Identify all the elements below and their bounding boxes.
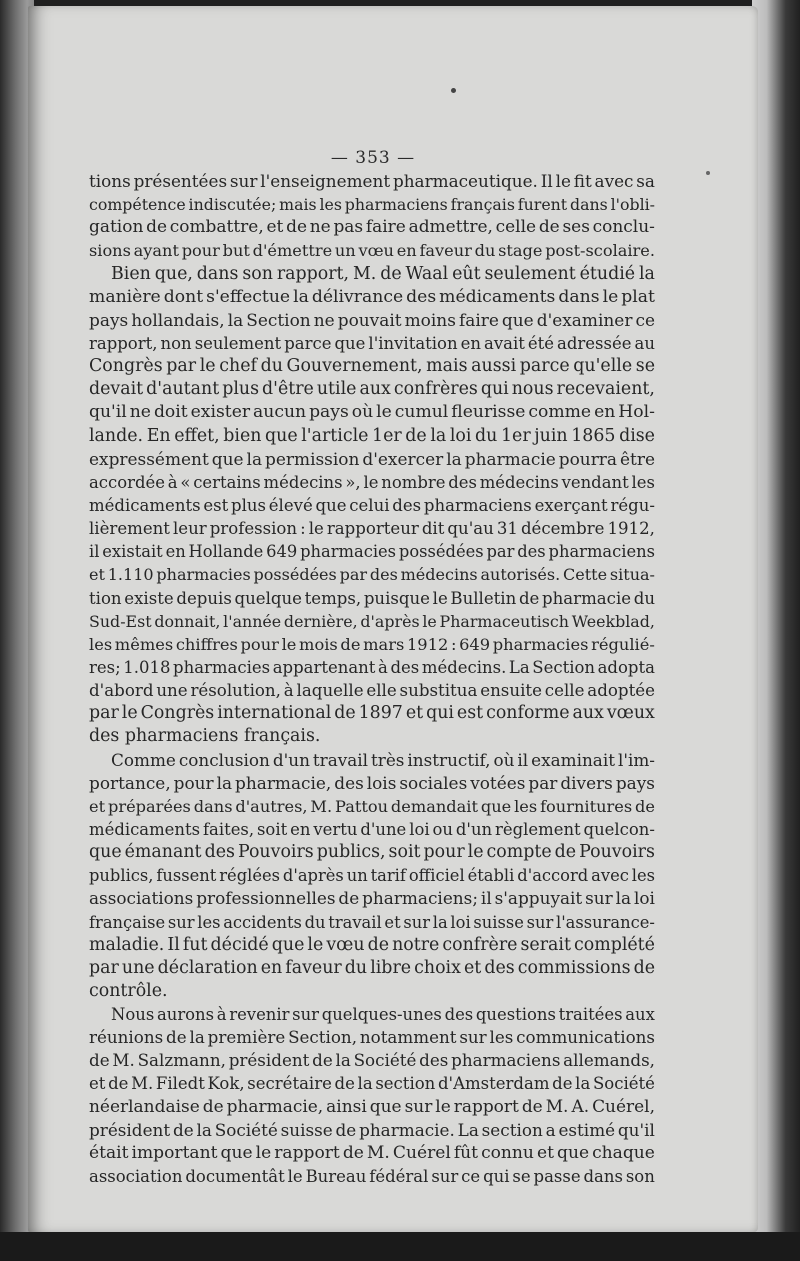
text-line: réunions de la première Section, notamment sur les communications (89, 1027, 655, 1048)
scan-right-edge (752, 0, 800, 1261)
text-line: lièrement leur profession : le rapporteur dit qu'au 31 décembre 1912, (89, 519, 655, 539)
text-line: contrôle. (89, 980, 168, 1001)
text-line: française sur les accidents du travail et sur la loi suisse sur l'assurance- (89, 912, 655, 932)
text-line: médicaments est plus élevé que celui des pharmaciens exerçant régu- (89, 495, 655, 515)
ink-speck (451, 88, 456, 93)
text-line: Nous aurons à revenir sur quelques-unes des questions traitées aux (111, 1005, 655, 1025)
text-line: des pharmaciens français. (89, 726, 321, 747)
text-line: par le Congrès international de 1897 et qui est conforme aux vœux (89, 703, 655, 724)
text-line: manière dont s'effectue la délivrance des médicaments dans le plat (89, 286, 655, 307)
text-line: qu'il ne doit exister aucun pays où le cumul fleurisse comme en Hol- (89, 402, 655, 423)
text-line: devait d'autant plus d'être utile aux confrères qui nous recevaient, (89, 379, 655, 400)
body-text (89, 170, 655, 1188)
text-line: il existait en Hollande 649 pharmacies possédées par des pharmaciens (89, 542, 655, 562)
text-line: était important que le rapport de M. Cuérel fût connu et que chaque (89, 1142, 655, 1163)
text-line: Sud-Est donnait, l'année dernière, d'après le Pharmaceutisch Weekblad, (89, 611, 655, 631)
page-number: — 353 — (330, 148, 416, 168)
text-line: publics, fussent réglées d'après un tarif officiel établi d'accord avec les (89, 866, 655, 886)
text-line: maladie. Il fut décidé que le vœu de notre confrère serait complété (89, 934, 655, 955)
text-line: président de la Société suisse de pharmacie. La section a estimé qu'il (89, 1119, 655, 1140)
text-line: accordée à « certains médecins », le nombre des médecins vendant les (89, 472, 655, 492)
text-line: expressément que la permission d'exercer la pharmacie pourra être (89, 448, 655, 469)
text-line: pays hollandais, la Section ne pouvait moins faire que d'examiner ce (89, 309, 655, 330)
text-line: de M. Salzmann, président de la Société des pharmaciens allemands, (89, 1050, 655, 1071)
text-line: sions ayant pour but d'émettre un vœu en faveur du stage post-scolaire. (89, 241, 655, 261)
scan-bottom-edge (0, 1232, 800, 1261)
text-line: rapport, non seulement parce que l'invitation en avait été adressée au (89, 333, 655, 353)
text-line: Bien que, dans son rapport, M. de Waal eût seulement étudié la (111, 263, 655, 284)
text-line: que émanant des Pouvoirs publics, soit pour le compte de Pouvoirs (89, 842, 655, 863)
text-line: les mêmes chiffres pour le mois de mars 1912 : 649 pharmacies régulié- (89, 634, 655, 654)
text-line: Comme conclusion d'un travail très instructif, où il examinait l'im- (111, 749, 655, 770)
text-line: par une déclaration en faveur du libre choix et des commissions de (89, 957, 655, 978)
text-line: association documentât le Bureau fédéral sur ce qui se passe dans son (89, 1167, 655, 1187)
text-line: et préparées dans d'autres, M. Pattou demandait que les fournitures de (89, 796, 655, 816)
text-line: d'abord une résolution, à laquelle elle substitua ensuite celle adoptée (89, 681, 655, 701)
text-line: et 1.110 pharmacies possédées par des médecins autorisés. Cette situa- (89, 565, 655, 585)
document-page (28, 6, 758, 1232)
text-line: néerlandaise de pharmacie, ainsi que sur le rapport de M. A. Cuérel, (89, 1096, 655, 1117)
text-line: lande. En effet, bien que l'article 1er de la loi du 1er juin 1865 dise (89, 425, 655, 446)
text-line: res; 1.018 pharmacies appartenant à des médecins. La Section adopta (89, 657, 655, 677)
text-line: Congrès par le chef du Gouvernement, mais aussi parce qu'elle se (89, 356, 655, 377)
text-line: tion existe depuis quelque temps, puisque le Bulletin de pharmacie du (89, 588, 655, 608)
text-line: associations professionnelles de pharmaciens; il s'appuyait sur la loi (89, 888, 655, 909)
text-line: et de M. Filedt Kok, secrétaire de la section d'Amsterdam de la Société (89, 1074, 655, 1094)
text-line: tions présentées sur l'enseignement pharmaceutique. Il le fit avec sa (89, 171, 655, 191)
text-line: gation de combattre, et de ne pas faire admettre, celle de ses conclu- (89, 217, 655, 238)
ink-speck (706, 171, 710, 175)
text-line: compétence indiscutée; mais les pharmaciens français furent dans l'obli- (89, 195, 655, 215)
text-line: portance, pour la pharmacie, des lois sociales votées par divers pays (89, 772, 655, 793)
text-line: médicaments faites, soit en vertu d'une loi ou d'un règlement quelcon- (89, 819, 655, 839)
